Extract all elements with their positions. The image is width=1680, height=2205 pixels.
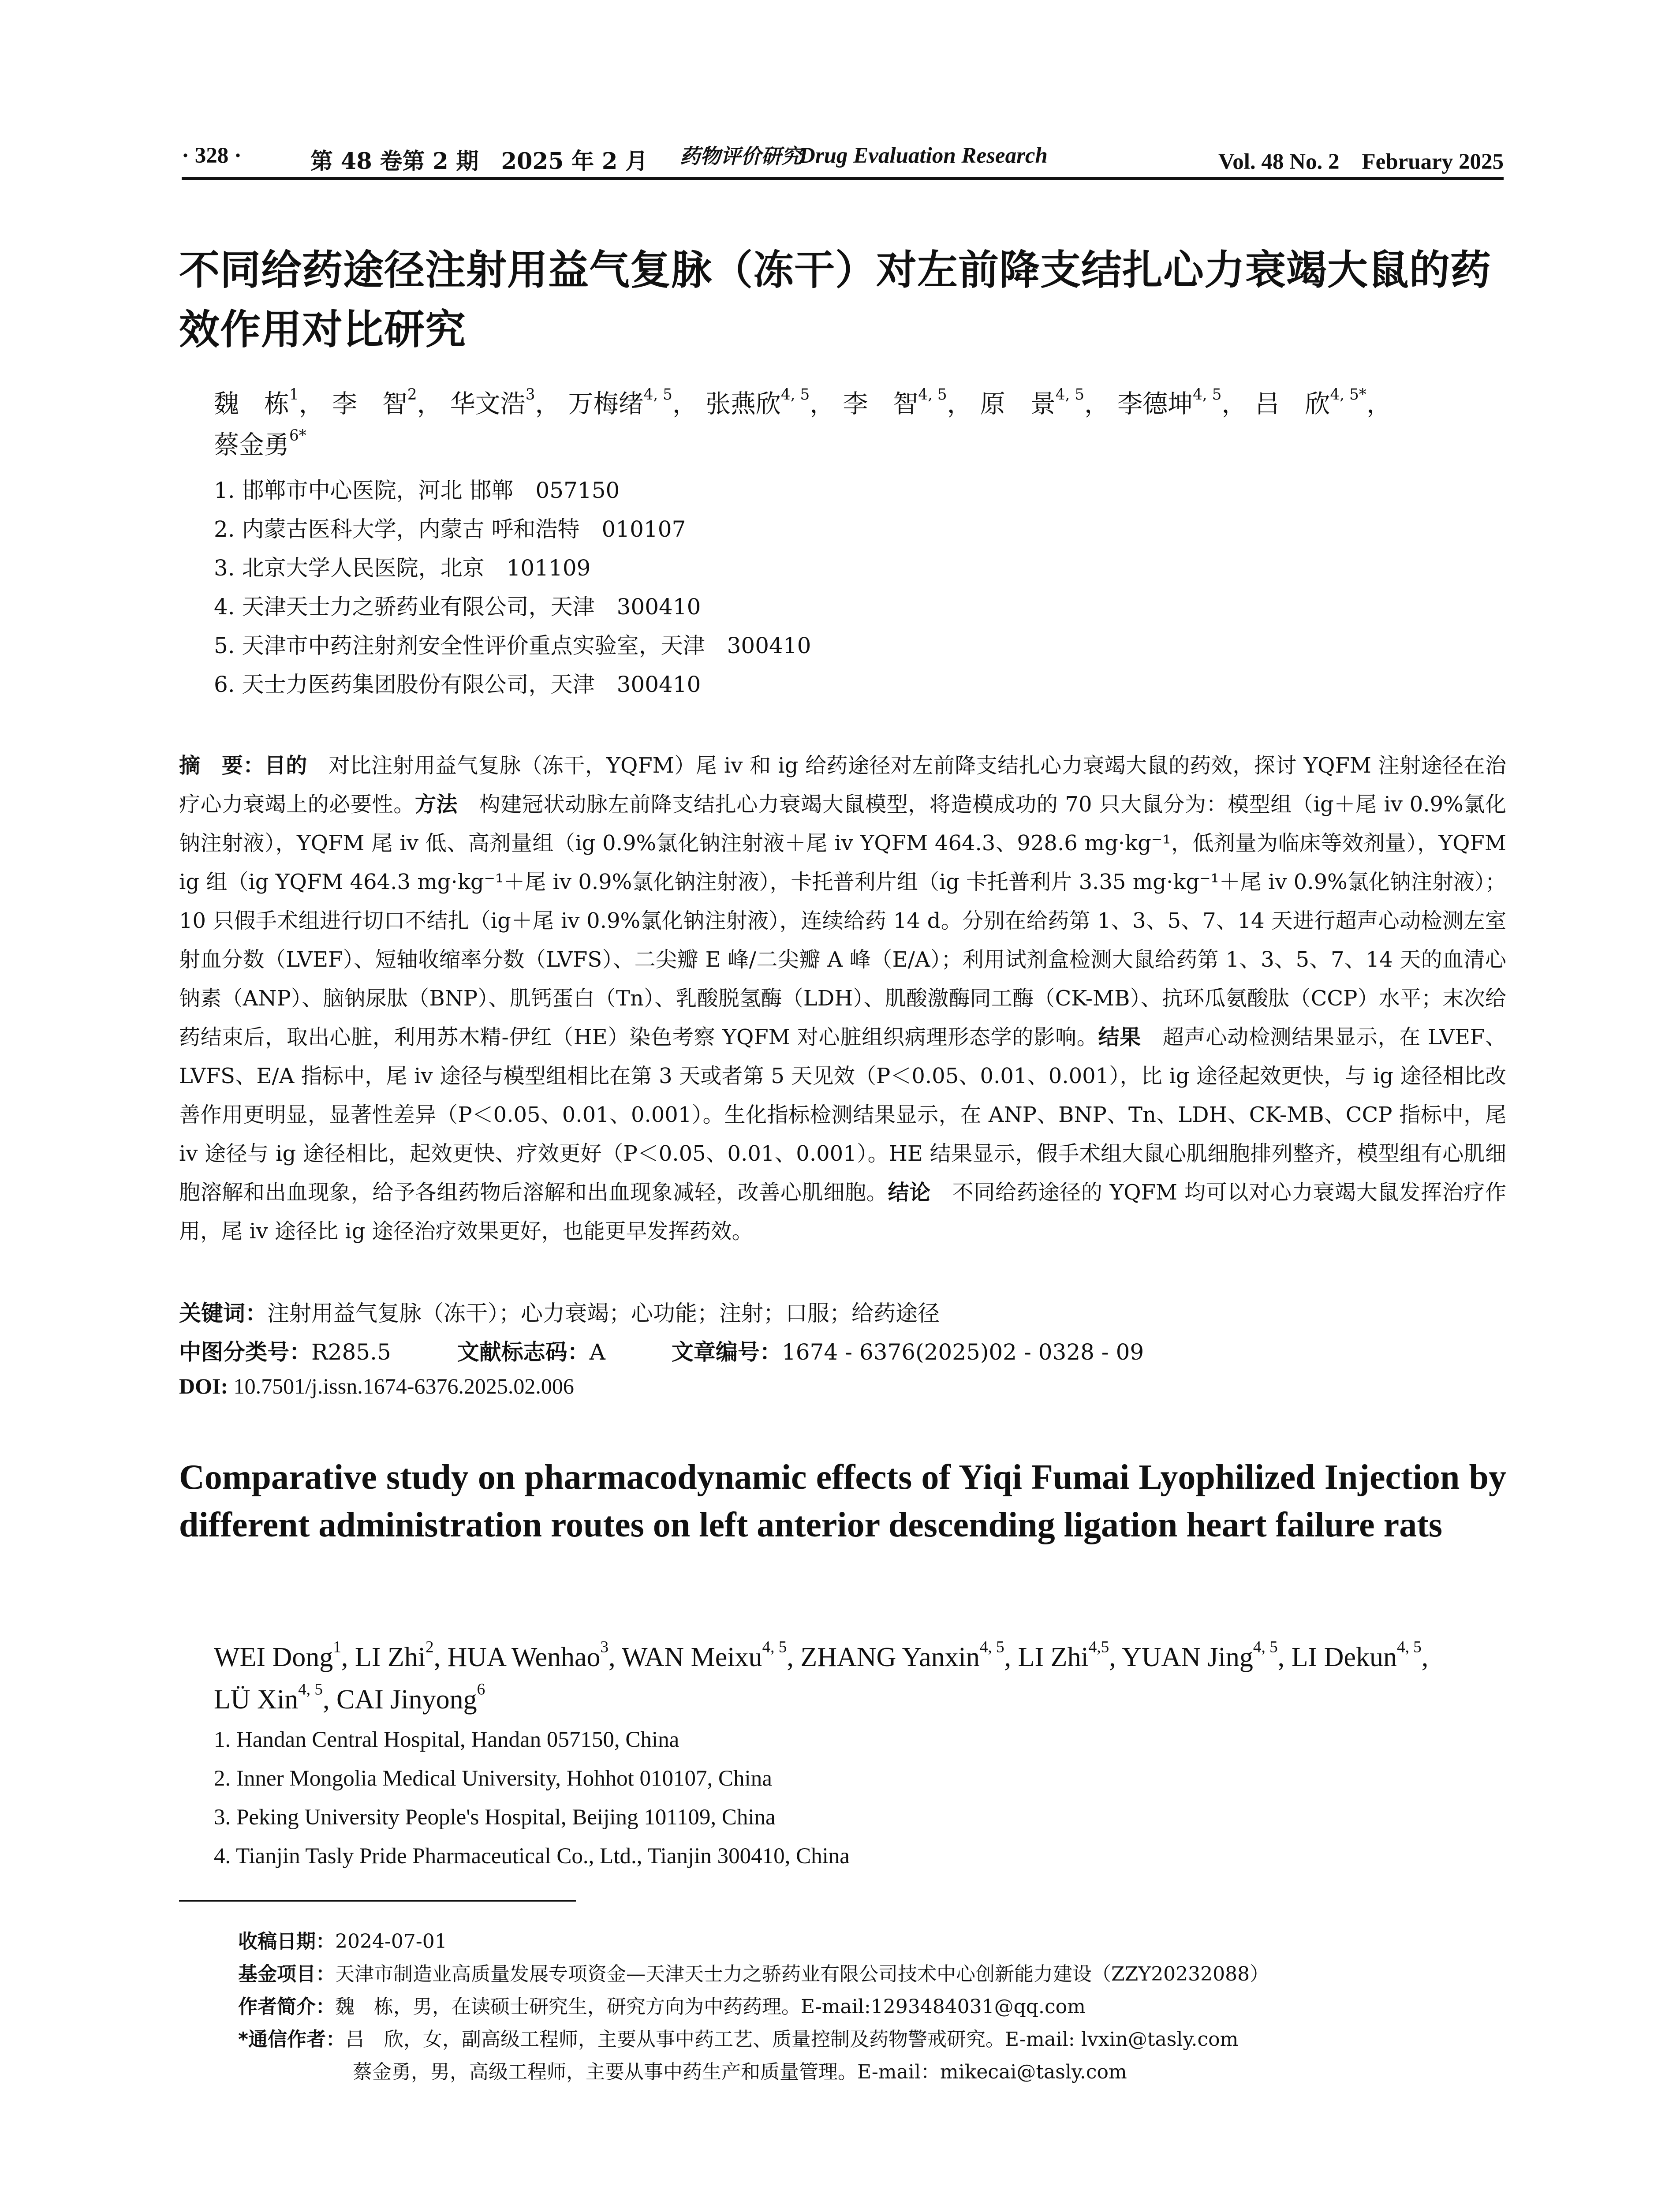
fund-label: 基金项目： [238,1963,335,1985]
author-name-en: LI Zhi [1018,1642,1089,1672]
author-affiliation-mark: 4, 5 [979,1638,1004,1656]
article-title-en: Comparative study on pharmacodynamic effects of Yiqi Fumai Lyophilized Injection by different administration routes on left anterior descending ligation heart failure rats [179,1458,1506,1544]
author-name-en: WAN Meixu [621,1642,762,1672]
author-affiliation-mark: 1 [289,385,299,404]
abstract-label: 摘 要： [179,753,265,778]
journal-logo [680,142,802,169]
author-affiliation-mark: 4, 5* [1330,385,1366,404]
author-name-en: CAI Jinyong [336,1685,477,1715]
author-name: 吕 欣 [1254,389,1330,419]
author-name: 李德坤 [1117,389,1193,419]
affiliation-cn: 4. 天津天士力之骄药业有限公司，天津 300410 [214,594,701,620]
article-id-label: 文章编号： [671,1339,782,1365]
classification-line [179,1334,1144,1366]
issue-info-cn: 第 48 卷第 2 期 2025 年 2 月 [310,148,648,175]
author-name-en: LI Zhi [355,1642,426,1672]
author-affiliation-mark: 3 [600,1638,609,1656]
received-label: 收稿日期： [238,1930,335,1953]
author-bio-label: 作者简介： [238,1996,335,2018]
doc-code-value: A [589,1339,605,1365]
keywords-text: 注射用益气复脉（冻干）；心力衰竭；心功能；注射；口服；给药途径 [267,1301,940,1326]
author-affiliation-mark: 6* [289,426,306,445]
author-affiliation-mark: 6 [477,1680,485,1699]
keywords [179,1296,940,1327]
author-affiliation-mark: 4, 5 [643,385,672,404]
objective-label: 目的 [264,753,307,778]
journal-name-en: Drug Evaluation Research [799,143,1048,168]
conclusion-label: 结论 [888,1180,931,1205]
affiliation-cn: 2. 内蒙古医科大学，内蒙古 呼和浩特 010107 [214,516,686,542]
affiliation-en: 1. Handan Central Hospital, Handan 057150, China [214,1727,679,1752]
corresponding-text-1: 吕 欣，女，副高级工程师，主要从事中药工艺、质量控制及药物警戒研究。E-mail: lvxin@tasly.com [345,2028,1239,2051]
author-name-en: LI Dekun [1291,1642,1397,1672]
conclusion-text: 不同给药途径的 YQFM 均可以对心力衰竭大鼠发挥治疗作用，尾 iv 途径比 ig 途径治疗效果更好，也能更早发挥药效。 [179,1180,1506,1244]
author-name-en: HUA Wenhao [447,1642,601,1672]
page-number: · 328 · [182,143,242,168]
received-date: 2024-07-01 [335,1930,447,1953]
author-name-en: ZHANG Yanxin [800,1642,980,1672]
author-name: 张燕欣 [706,389,781,419]
fund-text: 天津市制造业高质量发展专项资金—天津天士力之骄药业有限公司技术中心创新能力建设（ZZY20232088） [335,1963,1269,1985]
author-list-cn: 魏 栋$^1$， 李 智$^2$， 华文浩$^3$， 万梅绪$^{4, 5}$， 张燕欣$^{4, 5}$， 李 智$^{4, 5}$， 原 景$^{4, 5}$， 李德坤$^{4, 5}$， 吕 欣$^{4, 5*}$， 蔡金勇$^{6*}$ [214,385,1392,460]
author-name: 蔡金勇 [214,430,289,460]
author-affiliation-mark: 4, 5 [762,1638,787,1656]
footnote-corresponding [238,2023,1238,2052]
abstract-cn [179,746,1506,1251]
author-affiliation-mark: 3 [525,385,535,404]
affiliation-cn: 5. 天津市中药注射剂安全性评价重点实验室，天津 300410 [214,633,811,658]
footnote-corresponding-2: 蔡金勇，男，高级工程师，主要从事中药生产和质量管理。E-mail：mikecai@tasly.com [353,2061,1127,2083]
author-affiliation-mark: 4, 5 [1253,1638,1278,1656]
author-affiliation-mark: 4, 5 [1055,385,1085,404]
footnote-fund [238,1958,1269,1986]
author-name: 万梅绪 [568,389,644,419]
affiliation-cn: 3. 北京大学人民医院，北京 101109 [214,555,591,581]
results-text: 超声心动检测结果显示，在 LVEF、LVFS、E/A 指标中，尾 iv 途径与模型组相比在第 3 天或者第 5 天见效（P＜0.05、0.01、0.001），比 ig 途径起效更快，与 ig 途径相比改善作用更明显，显著性差异（P＜0.05、0.01、0.001）。生化指标检测结果显示，在 ANP、BNP、Tn、LDH、CK-MB、CCP 指标中，尾 iv 途径与 ig 途径相比，起效更快、疗效更好（P＜0.05、0.01、0.001）。HE 结果显示，假手术组大鼠心肌细胞排列整齐，模型组有心肌细胞溶解和出血现象，给予各组药物后溶解和出血现象减轻，改善心肌细胞。 [179,1025,1506,1205]
doi-label: DOI: [179,1374,228,1398]
author-affiliation-mark: 4, 5 [781,385,810,404]
affiliation-en: 3. Peking University People's Hospital, Beijing 101109, China [214,1805,776,1830]
author-affiliation-mark: 4,5 [1088,1638,1109,1656]
author-name: 华文浩 [450,389,526,419]
affiliation-en: 4. Tianjin Tasly Pride Pharmaceutical Co., Ltd., Tianjin 300410, China [214,1844,850,1869]
author-bio-text: 魏 栋，男，在读硕士研究生，研究方向为中药药理。E-mail:1293484031@qq.com [335,1996,1086,2018]
footnote-divider [179,1900,576,1902]
issue-info-en: Vol. 48 No. 2 February 2025 [1218,149,1504,174]
author-affiliation-mark: 2 [426,1638,434,1656]
author-name: 魏 栋 [214,389,289,419]
clc-value: R285.5 [311,1339,391,1365]
author-name: 李 智 [332,389,407,419]
author-name: 李 智 [843,389,918,419]
author-affiliation-mark: 4, 5 [918,385,947,404]
clc-label: 中图分类号： [179,1339,311,1365]
article-title-cn: 不同给药途径注射用益气复脉（冻干）对左前降支结扎心力衰竭大鼠的药效作用对比研究 [179,247,1492,353]
author-name-en: LÜ Xin [214,1685,299,1715]
author-affiliation-mark: 4, 5 [1193,385,1222,404]
running-header [182,140,1504,180]
footnote-author [238,1991,1086,2019]
methods-label: 方法 [414,792,458,817]
journal-logo-text: 药物评价研究 [680,144,802,168]
author-affiliation-mark: 2 [407,385,417,404]
corresponding-label: *通信作者： [238,2028,346,2051]
footnote-received [238,1925,447,1954]
doi-value[interactable]: 10.7501/j.issn.1674-6376.2025.02.006 [228,1374,574,1398]
doi-line [179,1373,574,1399]
author-name: 原 景 [980,389,1056,419]
methods-text: 构建冠状动脉左前降支结扎心力衰竭大鼠模型，将造模成功的 70 只大鼠分为：模型组（ig＋尾 iv 0.9%氯化钠注射液），YQFM 尾 iv 低、高剂量组（ig 0.9%氯化钠注射液＋尾 iv YQFM 464.3、928.6 mg·kg⁻¹，低剂量为临床等效剂量），YQFM ig 组（ig YQFM 464.3 mg·kg⁻¹＋尾 iv 0.9%氯化钠注射液），卡托普利片组（ig 卡托普利片 3.35 mg·kg⁻¹＋尾 iv 0.9%氯化钠注射液）；10 只假手术组进行切口不结扎（ig＋尾 iv 0.9%氯化钠注射液），连续给药 14 d。分别在给药第 1、3、5、7、14 天进行超声心动检测左室射血分数（LVEF）、短轴收缩率分数（LVFS）、二尖瓣 E 峰/二尖瓣 A 峰（E/A）；利用试剂盒检测大鼠给药第 1、3、5、7、14 天的血清心钠素（ANP）、脑钠尿肽（BNP）、肌钙蛋白（Tn）、乳酸脱氢酶（LDH）、肌酸激酶同工酶（CK-MB）、抗环瓜氨酸肽（CCP）水平；末次给药结束后，取出心脏，利用苏木精-伊红（HE）染色考察 YQFM 对心脏组织病理形态学的影响。 [179,792,1506,1050]
author-affiliation-mark: 4, 5 [1396,1638,1422,1656]
keywords-label: 关键词： [179,1301,267,1326]
article-id-value: 1674 - 6376(2025)02 - 0328 - 09 [781,1339,1144,1365]
author-affiliation-mark: 1 [333,1638,341,1656]
objective-text: 对比注射用益气复脉（冻干，YQFM）尾 iv 和 ig 给药途径对左前降支结扎心力衰竭大鼠的药效，探讨 YQFM 注射途径在治疗心力衰竭上的必要性。 [179,753,1506,817]
results-label: 结果 [1098,1025,1142,1050]
author-name-en: WEI Dong [214,1642,333,1672]
author-affiliation-mark: 4, 5 [298,1680,323,1699]
author-name-en: YUAN Jing [1121,1642,1253,1672]
author-list-en: WEI Dong$^1$, LI Zhi$^2$, HUA Wenhao$^3$, WAN Meixu$^{4, 5}$, ZHANG Yanxin$^{4, 5}$, LI Zhi$^{4,5}$, YUAN Jing$^{4, 5}$, LI Dekun$^{4, 5}$, LÜ Xin$^{4, 5}$, CAI Jinyong$^6$ [214,1638,1429,1715]
affiliation-en: 2. Inner Mongolia Medical University, Hohhot 010107, China [214,1766,772,1791]
doc-code-label: 文献标志码： [457,1339,590,1365]
affiliation-cn: 6. 天士力医药集团股份有限公司，天津 300410 [214,672,701,697]
affiliation-cn: 1. 邯郸市中心医院，河北 邯郸 057150 [214,478,620,503]
